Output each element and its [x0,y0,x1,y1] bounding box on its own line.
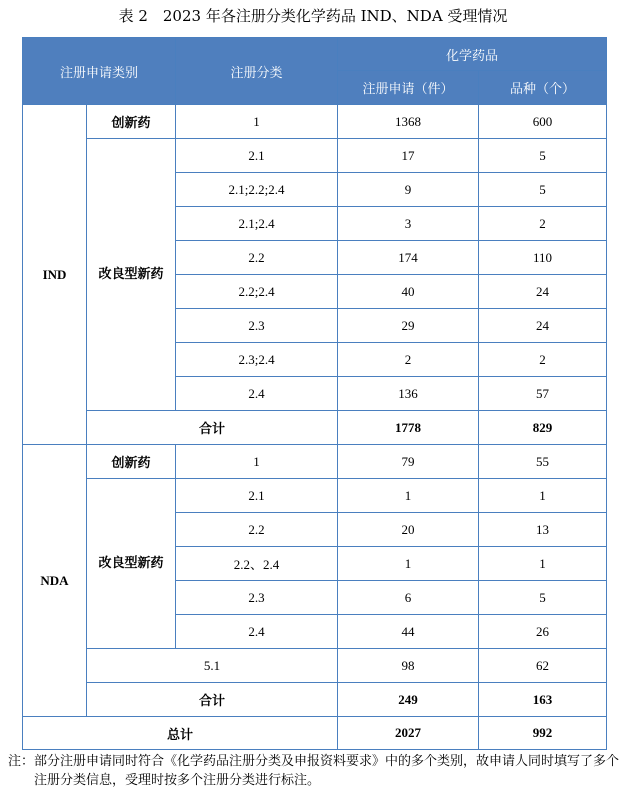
class-cell: 2.4 [176,615,338,649]
applications-cell: 20 [338,513,479,547]
varieties-cell: 829 [479,411,607,445]
varieties-cell: 24 [479,309,607,343]
class-cell: 2.4 [176,377,338,411]
class-cell: 2.3 [176,581,338,615]
applications-cell: 40 [338,275,479,309]
class-cell: 2.2 [176,513,338,547]
varieties-cell: 992 [479,717,607,750]
class-cell: 2.2 [176,241,338,275]
subgroup-label-innovative: 创新药 [87,105,176,139]
total-label: 总计 [23,717,338,750]
header-varieties: 品种（个） [479,71,607,105]
applications-cell: 79 [338,445,479,479]
varieties-cell: 1 [479,547,607,581]
header-row-1 [23,38,607,71]
applications-cell: 29 [338,309,479,343]
applications-cell: 44 [338,615,479,649]
class-cell: 1 [176,105,338,139]
applications-cell: 1368 [338,105,479,139]
class-cell: 2.1 [176,479,338,513]
varieties-cell: 13 [479,513,607,547]
class-cell: 2.2、2.4 [176,547,338,581]
varieties-cell: 5 [479,581,607,615]
header-category: 注册申请类别 [23,38,176,105]
applications-cell: 9 [338,173,479,207]
table-row [23,649,607,683]
group-label-nda: NDA [23,445,87,717]
subgroup-label-improved: 改良型新药 [87,139,176,411]
varieties-cell: 55 [479,445,607,479]
footnote-prefix: 注： [8,754,35,769]
total-row [23,717,607,750]
varieties-cell: 2 [479,343,607,377]
varieties-cell: 5 [479,139,607,173]
applications-cell: 249 [338,683,479,717]
group-label-ind: IND [23,105,87,445]
varieties-cell: 62 [479,649,607,683]
table-row [23,105,607,139]
header-applications: 注册申请（件） [338,71,479,105]
subgroup-label-improved: 改良型新药 [87,479,176,649]
subtotal-label: 合计 [87,683,338,717]
class-cell: 1 [176,445,338,479]
header-chemical-drugs: 化学药品 [338,38,607,71]
varieties-cell: 24 [479,275,607,309]
applications-cell: 98 [338,649,479,683]
ind-nda-table [22,37,607,750]
varieties-cell: 57 [479,377,607,411]
applications-cell: 136 [338,377,479,411]
varieties-cell: 26 [479,615,607,649]
varieties-cell: 5 [479,173,607,207]
footnote [8,752,620,790]
table-row [23,139,607,173]
class-cell: 5.1 [87,649,338,683]
subtotal-row-ind [23,411,607,445]
applications-cell: 1 [338,479,479,513]
subgroup-label-innovative: 创新药 [87,445,176,479]
applications-cell: 174 [338,241,479,275]
subtotal-label: 合计 [87,411,338,445]
varieties-cell: 110 [479,241,607,275]
class-cell: 2.2;2.4 [176,275,338,309]
applications-cell: 6 [338,581,479,615]
subtotal-row-nda [23,683,607,717]
class-cell: 2.1;2.4 [176,207,338,241]
class-cell: 2.3;2.4 [176,343,338,377]
header-classification: 注册分类 [176,38,338,105]
varieties-cell: 600 [479,105,607,139]
varieties-cell: 1 [479,479,607,513]
applications-cell: 17 [338,139,479,173]
varieties-cell: 2 [479,207,607,241]
table-row [23,479,607,513]
applications-cell: 2027 [338,717,479,750]
applications-cell: 1 [338,547,479,581]
table-row [23,445,607,479]
table-title: 表 2 2023 年各注册分类化学药品 IND、NDA 受理情况 [118,7,508,25]
applications-cell: 1778 [338,411,479,445]
applications-cell: 2 [338,343,479,377]
varieties-cell: 163 [479,683,607,717]
class-cell: 2.3 [176,309,338,343]
class-cell: 2.1 [176,139,338,173]
footnote-text: 部分注册申请同时符合《化学药品注册分类及申报资料要求》中的多个类别，故申请人同时填写了多个注册分类信息，受理时按多个注册分类进行标注。 [34,754,620,788]
class-cell: 2.1;2.2;2.4 [176,173,338,207]
applications-cell: 3 [338,207,479,241]
